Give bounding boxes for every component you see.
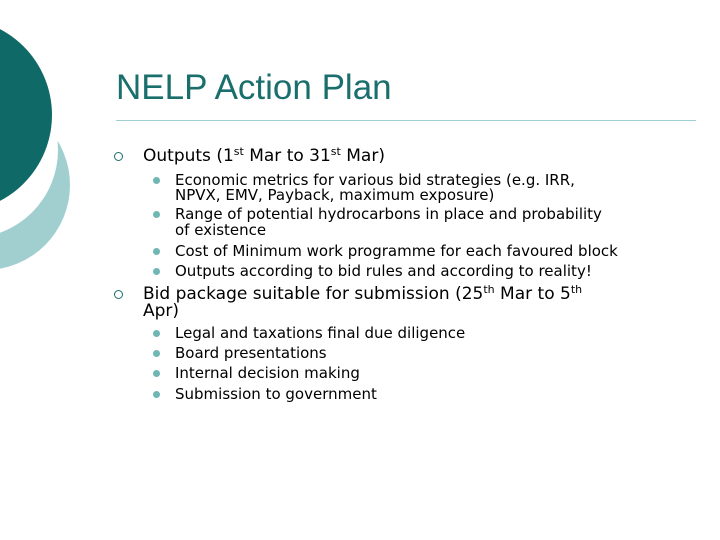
sub-bullet [153,391,160,398]
section1-item-2-line1: Range of potential hydrocarbons in place and probability [175,205,602,223]
section2-item-1: Legal and taxations final due diligence [175,324,466,342]
section1-bullet [114,152,123,161]
sub-bullet [153,350,160,357]
slide-title: NELP Action Plan [116,68,392,107]
sub-bullet [153,370,160,377]
section1-item-1-line2: NPVX, EMV, Payback, maximum exposure) [175,186,495,204]
section1-item-1-line1: Economic metrics for various bid strategies (e.g. IRR, [175,171,575,189]
sub-bullet [153,177,160,184]
section2-heading-line2: Apr) [143,301,180,321]
section1-item-3: Cost of Minimum work programme for each favoured block [175,242,618,260]
title-divider [116,120,696,121]
sub-bullet [153,330,160,337]
section1-item-4: Outputs according to bid rules and according to reality! [175,262,592,280]
section2-heading-line1: Bid package suitable for submission (25th Mar to 5th [143,283,583,304]
sub-bullet [153,268,160,275]
section2-item-2: Board presentations [175,344,327,362]
section2-bullet [114,290,123,299]
decorative-circles [0,0,100,300]
section1-item-2-line2: of existence [175,221,267,239]
sub-bullet [153,248,160,255]
section2-item-3: Internal decision making [175,364,360,382]
sub-bullet [153,211,160,218]
section1-heading: Outputs (1st Mar to 31st Mar) [143,145,385,166]
section2-item-4: Submission to government [175,385,377,403]
